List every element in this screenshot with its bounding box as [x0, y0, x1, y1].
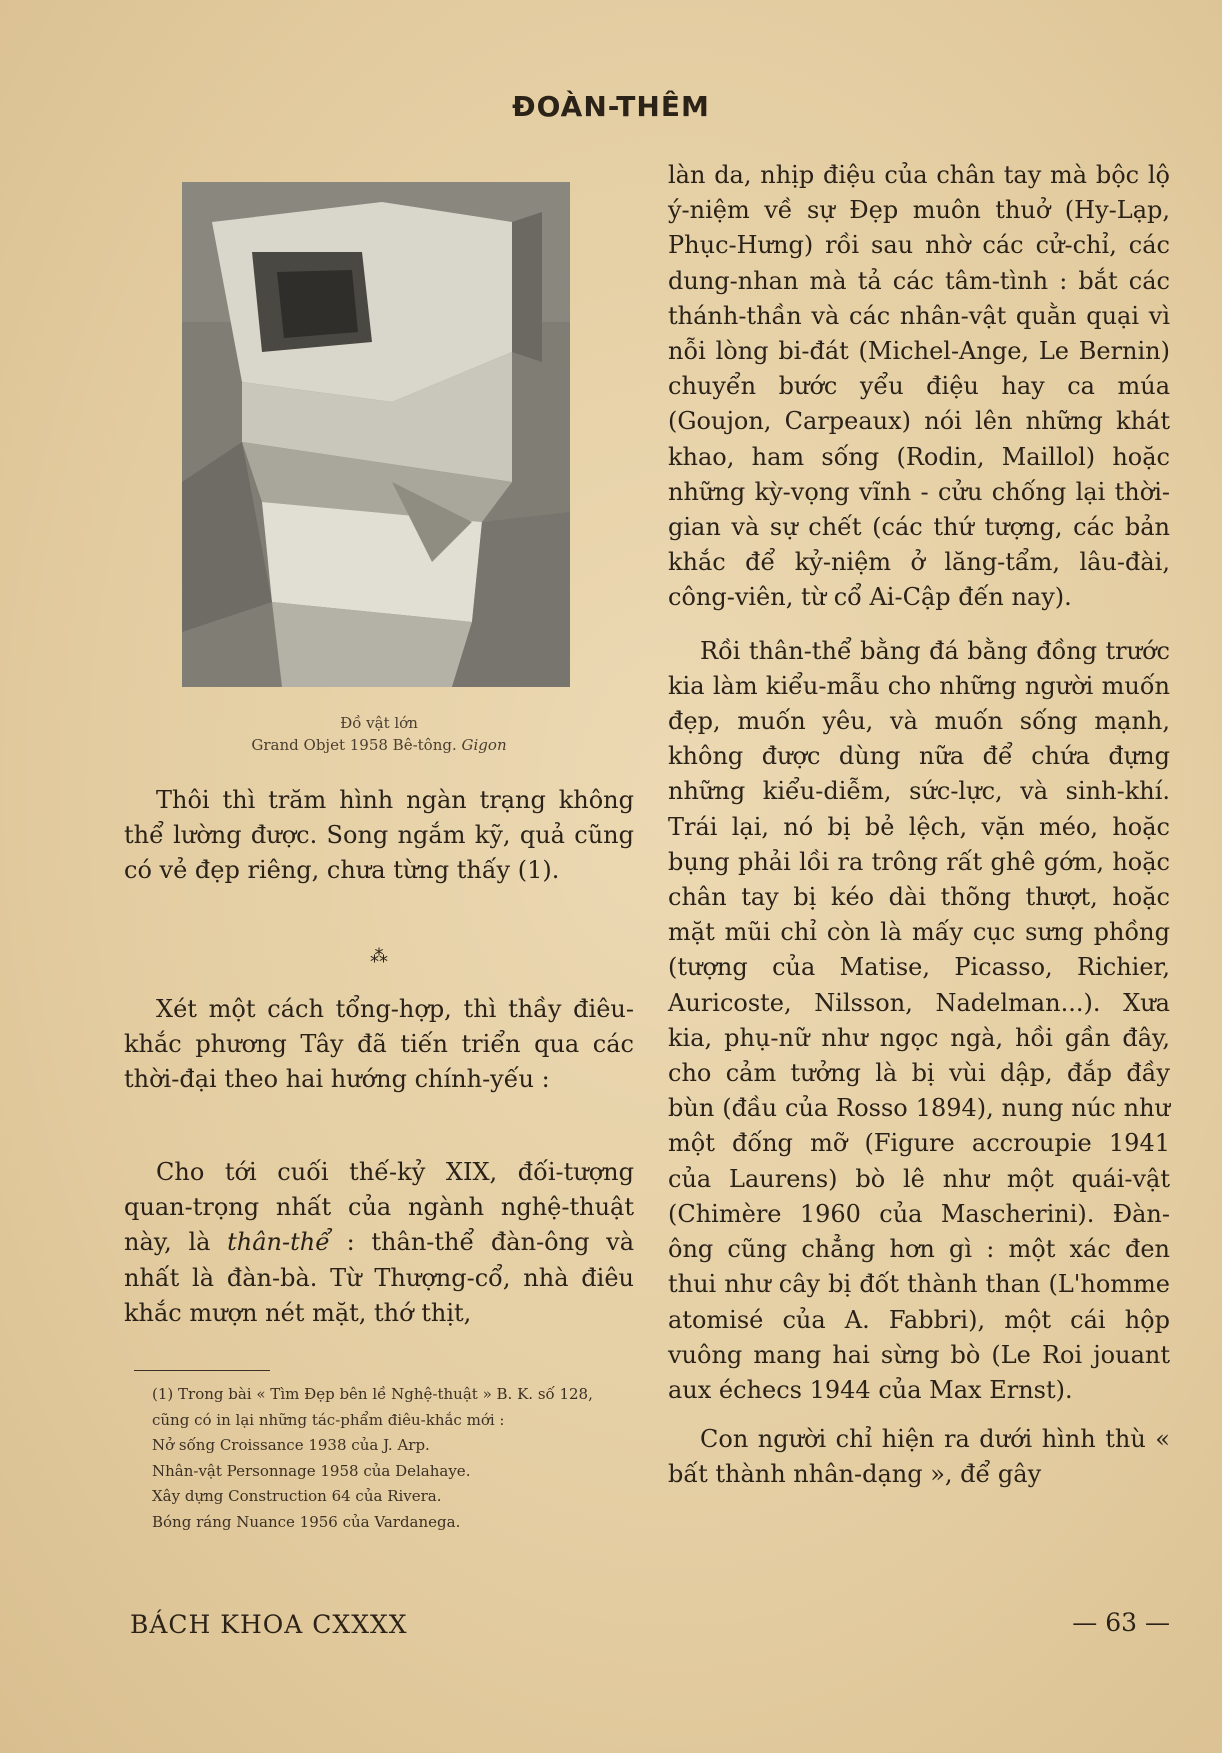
section-separator: ⁂: [370, 946, 388, 967]
left-paragraph-3-emphasis: thân-thể: [227, 1228, 330, 1257]
right-column: [668, 158, 1170, 1493]
right-paragraph-3: Con người chỉ hiện ra dưới hình thù « bất thành nhân-dạng », để gây: [668, 1425, 1170, 1489]
footnote-item: Nở sống Croissance 1938 của J. Arp.: [152, 1436, 430, 1454]
right-paragraph-2: Rồi thân-thể bằng đá bằng đồng trước kia làm kiểu-mẫu cho những người muốn đẹp, muốn yêu, và muốn sống mạnh, không được dùng nữa để chứa đựng những kiểu-diễm, sức-lực, và sinh-khí. Trái lại, nó bị bẻ lệch, vặn méo, hoặc bụng phải lồi ra trông rất ghê gớm, hoặc chân tay bị kéo dài thõng thượt, hoặc mặt mũi chỉ còn là mấy cục sưng phồng (tượng của Matise, Picasso, Richier, Auricoste, Nilsson, Nadelman...). Xưa kia, phụ-nữ như ngọc ngà, hồi gần đây, cho cảm tưởng là bị vùi dập, đắp đầy bùn (đầu của Rosso 1894), nung núc như một đống mỡ (Figure accroupie 1941 của Laurens) bò lê như một quái-vật (Chimère 1960 của Mascherini). Đàn-ông cũng chẳng hơn gì : một xác đen thui như cây bị đốt thành than (L'homme atomisé của A. Fabbri), một cái hộp vuông mang hai sừng bò (Le Roi jouant aux échecs 1944 của Max Ernst).: [668, 636, 1170, 1404]
left-paragraph-3-end: : thân-thể đàn-ông và nhất là đàn-bà. Từ Thượng-cổ, nhà điêu khắc mượn nét mặt, thớ thịt,: [124, 1228, 634, 1327]
sculpture-image: [182, 182, 570, 687]
caption-work: Grand Objet 1958 Bê-tông.: [251, 736, 457, 754]
footnote-main: (1) Trong bài « Tìm Đẹp bên lề Nghệ-thuật » B. K. số 128, cũng có in lại những tác-phẩm điêu-khắc mới :: [152, 1385, 593, 1429]
figure-caption: [124, 712, 634, 756]
footnote-item: Bóng ráng Nuance 1956 của Vardanega.: [152, 1512, 461, 1531]
left-paragraph-3: [124, 1155, 634, 1331]
left-para-3-block: [124, 1155, 634, 1331]
journal-name: BÁCH KHOA CXXXX: [130, 1610, 408, 1639]
caption-title: Đồ vật lớn: [340, 714, 418, 732]
footnotes: [152, 1382, 604, 1535]
page-number: — 63 —: [1072, 1608, 1170, 1637]
footnote-item: Xây dựng Construction 64 của Rivera.: [152, 1487, 442, 1505]
footnote-rule: [134, 1370, 270, 1371]
left-paragraph-3-start: Cho tới cuối thế-kỷ XIX, đối-tượng quan-trọng nhất của ngành nghệ-thuật này, là: [124, 1158, 634, 1257]
left-paragraph-1: Thôi thì trăm hình ngàn trạng không thể lường được. Song ngắm kỹ, quả cũng có vẻ đẹp riêng, chưa từng thấy (1).: [124, 786, 634, 885]
right-paragraph-1: làn da, nhịp điệu của chân tay mà bộc lộ ý-niệm về sự Đẹp muôn thuở (Hy-Lạp, Phục-Hưng) rồi sau nhờ các cử-chỉ, các dung-nhan mà tả các tâm-tình : bắt các thánh-thần và các nhân-vật quằn quại vì nỗi lòng bi-đát (Michel-Ange, Le Bernin) chuyển bước yểu điệu hay ca múa (Goujon, Carpeaux) nói lên những khát khao, ham sống (Rodin, Maillol) hoặc những kỳ-vọng vĩnh - cửu chống lại thời-gian và sự chết (các thứ tượng, các bản khắc để kỷ-niệm ở lăng-tẩm, lâu-đài, công-viên, từ cổ Ai-Cập đến nay).: [668, 161, 1170, 612]
caption-details: [124, 734, 634, 756]
left-para-1-block: [124, 783, 634, 889]
caption-author: Gigon: [461, 736, 507, 754]
footnote-item: Nhân-vật Personnage 1958 của Delahaye.: [152, 1461, 471, 1480]
left-paragraph-2: Xét một cách tổng-hợp, thì thầy điêu-khắc phương Tây đã tiến triển qua các thời-đại theo hai hướng chính-yếu :: [124, 995, 634, 1094]
running-head: ĐOÀN-THÊM: [512, 90, 710, 123]
sculpture-photo: [182, 182, 570, 687]
left-para-2-block: [124, 992, 634, 1098]
